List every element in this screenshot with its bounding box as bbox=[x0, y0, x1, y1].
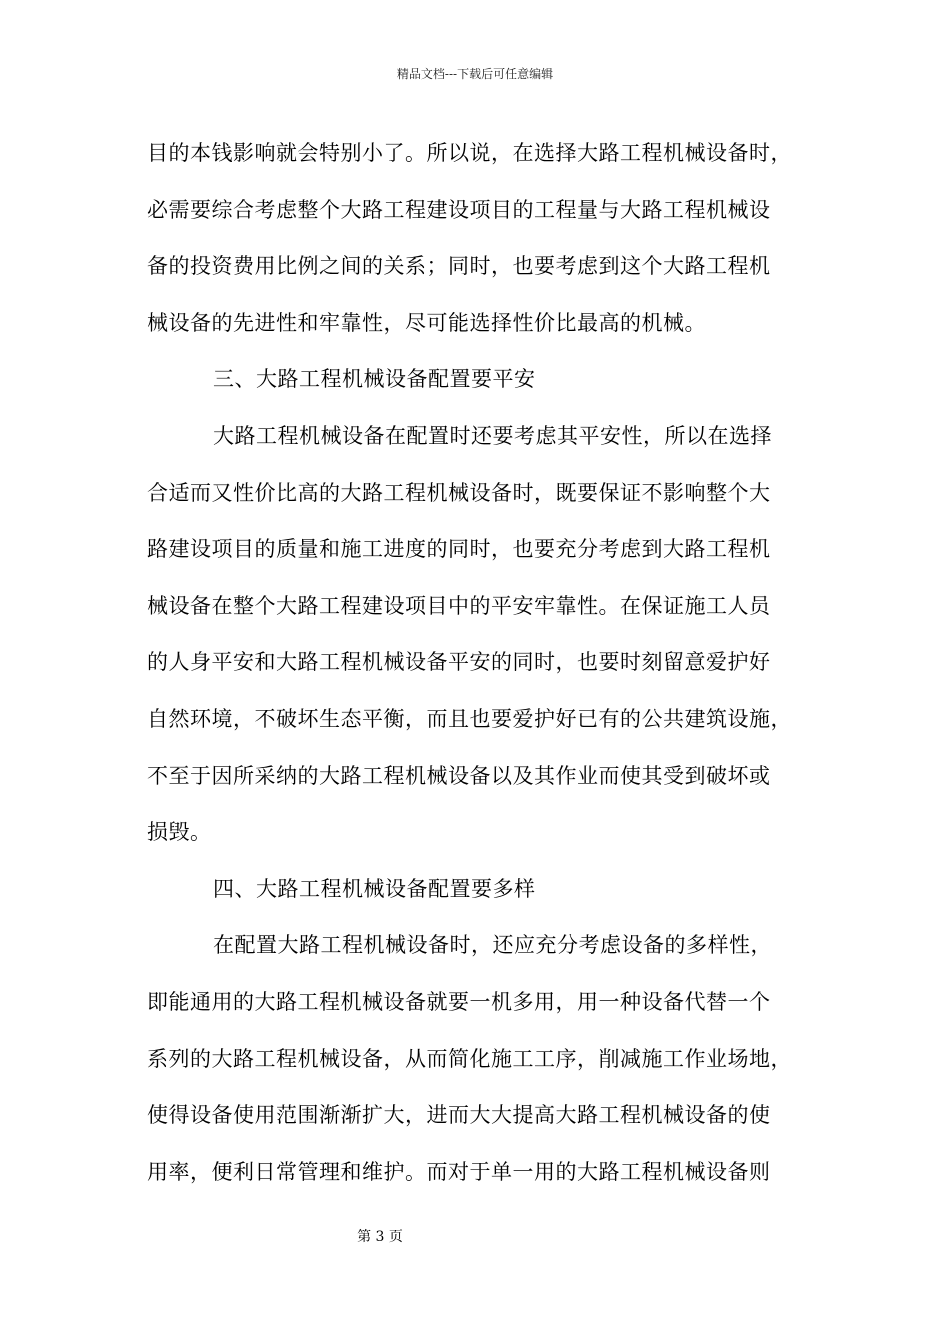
paragraph-2 bbox=[147, 416, 822, 869]
section-heading-3: 三、大路工程机械设备配置要平安 bbox=[213, 367, 536, 392]
paragraph-1 bbox=[147, 133, 822, 359]
text-line: 目的本钱影响就会特别小了。所以说，在选择大路工程机械设备时， bbox=[147, 141, 792, 165]
text-line: 合适而又性价比高的大路工程机械设备时，既要保证不影响整个大 bbox=[147, 480, 771, 505]
text-line: 必需要综合考虑整个大路工程建设项目的工程量与大路工程机械设 bbox=[147, 197, 771, 222]
text-line: 即能通用的大路工程机械设备就要一机多用，用一种设备代替一个 bbox=[147, 989, 771, 1014]
text-line: 自然环境，不破坏生态平衡，而且也要爱护好已有的公共建筑设施， bbox=[147, 706, 792, 731]
page-header: 精品文档---下载后可任意编辑 bbox=[396, 67, 554, 81]
text-line: 的人身平安和大路工程机械设备平安的同时，也要时刻留意爱护好 bbox=[147, 650, 771, 675]
document-body bbox=[147, 133, 822, 1208]
text-line: 系列的大路工程机械设备，从而简化施工工序，削减施工作业场地， bbox=[147, 1046, 792, 1071]
text-line: 路建设项目的质量和施工进度的同时，也要充分考虑到大路工程机 bbox=[147, 537, 771, 562]
text-line: 大路工程机械设备在配置时还要考虑其平安性，所以在选择 bbox=[213, 423, 772, 448]
paragraph-3 bbox=[147, 925, 822, 1208]
text-line: 损毁。 bbox=[147, 820, 212, 845]
text-line: 备的投资费用比例之间的关系；同时，也要考虑到这个大路工程机 bbox=[147, 254, 771, 279]
text-line: 用率，便利日常管理和维护。而对于单一用的大路工程机械设备则 bbox=[147, 1159, 771, 1184]
section-heading-4: 四、大路工程机械设备配置要多样 bbox=[213, 876, 536, 901]
text-line: 械设备在整个大路工程建设项目中的平安牢靠性。在保证施工人员 bbox=[147, 593, 771, 618]
text-line: 不至于因所采纳的大路工程机械设备以及其作业而使其受到破坏或 bbox=[147, 763, 771, 788]
page-number: 第 3 页 bbox=[357, 1229, 403, 1245]
text-line: 械设备的先进性和牢靠性，尽可能选择性价比最高的机械。 bbox=[147, 310, 706, 335]
text-line: 使得设备使用范围渐渐扩大，进而大大提高大路工程机械设备的使 bbox=[147, 1103, 771, 1128]
text-line: 在配置大路工程机械设备时，还应充分考虑设备的多样性， bbox=[213, 933, 772, 958]
